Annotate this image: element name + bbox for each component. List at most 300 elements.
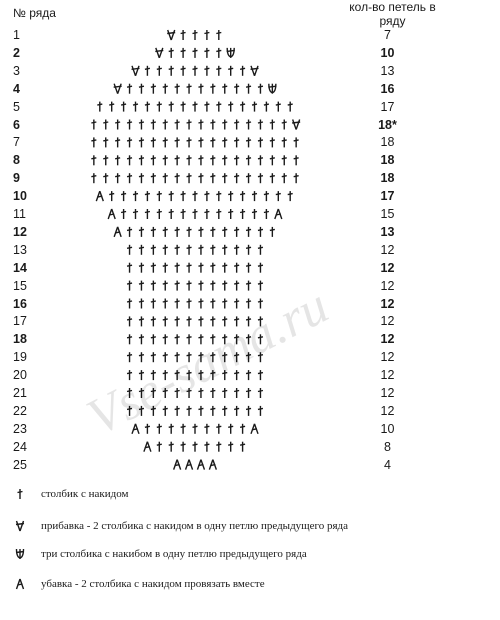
stitch-dc-icon xyxy=(222,173,227,183)
stitch-dc-icon xyxy=(294,155,299,165)
stitch-dc-icon xyxy=(139,352,144,362)
stitch-dc-icon xyxy=(222,120,227,130)
stitch-dc-icon xyxy=(246,352,251,362)
stitch-dc-icon xyxy=(264,191,269,201)
stitch-dc-icon xyxy=(270,173,275,183)
stitch-dc-icon xyxy=(121,191,126,201)
stitch-dc-icon xyxy=(240,209,245,219)
stitch-dc-icon xyxy=(187,370,192,380)
stitch-dc-icon xyxy=(115,120,120,130)
row-number: 25 xyxy=(13,457,27,472)
stitch-dc-icon xyxy=(151,316,156,326)
stitch-dc-icon xyxy=(198,299,203,309)
row-stitch-count: 12 xyxy=(380,350,395,365)
stitch-dc-icon xyxy=(246,316,251,326)
stitch-dc-icon xyxy=(103,173,108,183)
stitch-dc-icon xyxy=(145,209,150,219)
stitch-dc-icon xyxy=(163,281,168,291)
stitch-dc-icon xyxy=(187,263,192,273)
stitch-dc-icon xyxy=(163,388,168,398)
stitch-dc-icon xyxy=(258,227,263,237)
stitch-dc-icon xyxy=(222,370,227,380)
stitch-dc-icon xyxy=(151,406,156,416)
stitch-dc-icon xyxy=(210,299,215,309)
stitch-dc-icon xyxy=(204,66,209,76)
stitch-dc-icon xyxy=(240,424,245,434)
stitch-dc-icon xyxy=(139,281,144,291)
stitch-dc-icon xyxy=(222,388,227,398)
stitch-dc-icon xyxy=(210,227,215,237)
chart-row xyxy=(155,48,234,58)
stitch-dc-icon xyxy=(175,334,180,344)
row-stitch-count: 12 xyxy=(380,260,395,275)
stitch-dc-icon xyxy=(210,370,215,380)
decrease-icon xyxy=(251,424,258,434)
stitch-dc-icon xyxy=(234,120,239,130)
stitch-dc-icon xyxy=(198,120,203,130)
stitch-dc-icon xyxy=(163,352,168,362)
stitch-dc-icon xyxy=(103,137,108,147)
stitch-dc-icon xyxy=(109,102,114,112)
stitch-dc-icon xyxy=(193,30,198,40)
stitch-dc-icon xyxy=(127,299,132,309)
stitch-dc-icon xyxy=(163,120,168,130)
stitch-dc-icon xyxy=(234,155,239,165)
stitch-dc-icon xyxy=(216,442,221,452)
chart-row xyxy=(174,460,217,470)
stitch-dc-icon xyxy=(181,30,186,40)
stitch-dc-icon xyxy=(139,299,144,309)
stitch-dc-icon xyxy=(234,137,239,147)
stitch-dc-icon xyxy=(127,245,132,255)
row-stitch-count: 8 xyxy=(384,439,391,454)
stitch-dc-icon xyxy=(198,227,203,237)
decrease-icon xyxy=(108,209,115,219)
stitch-dc-icon xyxy=(258,137,263,147)
stitch-dc-icon xyxy=(198,263,203,273)
stitch-dc-icon xyxy=(151,155,156,165)
increase-3dc-icon xyxy=(227,48,235,58)
stitch-dc-icon xyxy=(151,173,156,183)
stitch-dc-icon xyxy=(246,370,251,380)
stitch-dc-icon xyxy=(163,370,168,380)
row-stitch-count: 12 xyxy=(380,368,395,383)
decrease-icon xyxy=(197,460,204,470)
stitch-dc-icon xyxy=(258,352,263,362)
row-stitch-count: 18 xyxy=(380,135,395,150)
stitch-dc-icon xyxy=(151,370,156,380)
stitch-dc-icon xyxy=(258,370,263,380)
stitch-dc-icon xyxy=(252,191,257,201)
row-stitch-count: 17 xyxy=(380,99,395,114)
stitch-dc-icon xyxy=(193,424,198,434)
decrease-icon xyxy=(174,460,181,470)
stitch-dc-icon xyxy=(193,191,198,201)
decrease-icon xyxy=(186,460,193,470)
stitch-dc-icon xyxy=(252,102,257,112)
watermark: Vse-sama.ru xyxy=(78,277,338,447)
stitch-dc-icon xyxy=(216,191,221,201)
stitch-dc-icon xyxy=(198,137,203,147)
stitch-dc-icon xyxy=(240,102,245,112)
row-stitch-count: 18* xyxy=(378,117,397,132)
stitch-dc-icon xyxy=(198,334,203,344)
stitch-dc-icon xyxy=(127,84,132,94)
stitch-dc-icon xyxy=(246,173,251,183)
row-number: 11 xyxy=(13,207,26,221)
stitch-dc-icon xyxy=(204,424,209,434)
chart-row xyxy=(91,173,298,183)
stitch-dc-icon xyxy=(222,227,227,237)
stitch-dc-icon xyxy=(234,263,239,273)
stitch-dc-icon xyxy=(222,281,227,291)
row-number: 7 xyxy=(13,135,20,150)
stitch-dc-icon xyxy=(210,406,215,416)
stitch-dc-icon xyxy=(181,191,186,201)
row-number: 22 xyxy=(13,403,27,418)
stitch-dc-icon xyxy=(187,173,192,183)
stitch-dc-icon xyxy=(222,352,227,362)
stitch-dc-icon xyxy=(198,406,203,416)
row-stitch-count: 12 xyxy=(380,296,395,311)
stitch-dc-icon xyxy=(175,84,180,94)
stitch-dc-icon xyxy=(193,209,198,219)
stitch-dc-icon xyxy=(246,334,251,344)
row-number: 24 xyxy=(13,439,27,454)
stitch-dc-icon xyxy=(175,299,180,309)
row-stitch-count: 10 xyxy=(380,45,395,60)
increase-2dc-icon xyxy=(167,30,175,40)
stitch-dc-icon xyxy=(270,227,275,237)
stitch-dc-icon xyxy=(187,388,192,398)
stitch-dc-icon xyxy=(187,120,192,130)
stitch-dc-icon xyxy=(246,137,251,147)
stitch-dc-icon xyxy=(234,352,239,362)
stitch-dc-icon xyxy=(294,137,299,147)
stitch-dc-icon xyxy=(210,263,215,273)
row-stitch-count: 18 xyxy=(380,153,395,168)
increase-2dc-icon xyxy=(12,518,28,534)
stitch-dc-icon xyxy=(145,102,150,112)
stitch-dc-icon xyxy=(234,316,239,326)
stitch-dc-icon xyxy=(91,120,96,130)
stitch-dc-icon xyxy=(91,155,96,165)
stitch-dc-icon xyxy=(187,352,192,362)
chart-row xyxy=(108,209,282,219)
header-row-number: № ряда xyxy=(13,6,56,20)
stitch-dc-icon xyxy=(270,137,275,147)
chart-row xyxy=(144,442,245,452)
stitch-dc-icon xyxy=(169,209,174,219)
stitch-dc-icon xyxy=(216,102,221,112)
chart-row xyxy=(167,30,221,40)
stitch-dc-icon xyxy=(127,352,132,362)
stitch-dc-icon xyxy=(127,316,132,326)
chart-row xyxy=(127,334,263,344)
chart-row xyxy=(96,191,292,201)
row-stitch-count: 12 xyxy=(380,332,395,347)
increase-3dc-icon xyxy=(12,546,28,562)
stitch-dc-icon xyxy=(228,191,233,201)
stitch-dc-icon xyxy=(187,84,192,94)
stitch-dc-icon xyxy=(163,173,168,183)
stitch-dc-icon xyxy=(157,209,162,219)
stitch-dc-icon xyxy=(258,299,263,309)
stitch-dc-icon xyxy=(258,263,263,273)
stitch-dc-icon xyxy=(127,227,132,237)
stitch-dc-icon xyxy=(175,263,180,273)
legend-text: три столбика с накибом в одну петлю предыдущего ряда xyxy=(41,548,307,560)
row-stitch-count: 15 xyxy=(380,207,395,221)
stitch-dc-icon xyxy=(175,388,180,398)
chart-row xyxy=(132,424,258,434)
stitch-dc-icon xyxy=(127,155,132,165)
row-stitch-count: 18 xyxy=(380,171,395,186)
stitch-dc-icon xyxy=(175,137,180,147)
stitch-dc-icon xyxy=(181,209,186,219)
stitch-dc-icon xyxy=(103,155,108,165)
stitch-dc-icon xyxy=(187,245,192,255)
stitch-dc-icon xyxy=(246,245,251,255)
row-number: 1 xyxy=(13,28,20,42)
stitch-dc-icon xyxy=(264,209,269,219)
row-stitch-count: 16 xyxy=(380,81,395,96)
row-stitch-count: 12 xyxy=(380,386,395,400)
stitch-dc-icon xyxy=(222,137,227,147)
chart-row xyxy=(127,370,263,380)
stitch-dc-icon xyxy=(181,66,186,76)
stitch-dc-icon xyxy=(151,299,156,309)
stitch-dc-icon xyxy=(210,84,215,94)
stitch-dc-icon xyxy=(228,442,233,452)
stitch-dc-icon xyxy=(145,66,150,76)
stitch-dc-icon xyxy=(139,84,144,94)
stitch-dc-icon xyxy=(169,102,174,112)
stitch-dc-icon xyxy=(169,424,174,434)
stitch-dc-icon xyxy=(169,442,174,452)
stitch-dc-icon xyxy=(175,120,180,130)
row-number: 18 xyxy=(13,332,27,347)
chart-row xyxy=(127,406,263,416)
legend-text: убавка - 2 столбика с накидом провязать вместе xyxy=(41,578,265,590)
increase-2dc-icon xyxy=(114,84,122,94)
row-stitch-count: 17 xyxy=(380,189,395,204)
stitch-dc-icon xyxy=(210,352,215,362)
stitch-dc-icon xyxy=(240,66,245,76)
stitch-dc-icon xyxy=(288,191,293,201)
chart-row xyxy=(97,102,292,112)
stitch-dc-icon xyxy=(127,388,132,398)
stitch-dc-icon xyxy=(115,137,120,147)
stitch-dc-icon xyxy=(169,191,174,201)
stitch-dc-icon xyxy=(234,370,239,380)
stitch-dc-icon xyxy=(187,227,192,237)
row-stitch-count: 4 xyxy=(384,457,391,472)
chart-row xyxy=(127,388,263,398)
stitch-dc-icon xyxy=(204,102,209,112)
stitch-dc-icon xyxy=(115,173,120,183)
stitch-dc-icon xyxy=(246,281,251,291)
increase-3dc-icon xyxy=(268,84,276,94)
increase-2dc-icon xyxy=(155,48,163,58)
stitch-dc-icon xyxy=(193,66,198,76)
row-stitch-count: 10 xyxy=(380,421,395,436)
stitch-dc-icon xyxy=(127,281,132,291)
stitch-dc-icon xyxy=(151,84,156,94)
decrease-icon xyxy=(209,460,216,470)
chart-row xyxy=(127,281,263,291)
chart-row xyxy=(127,263,263,273)
stitch-dc-icon xyxy=(157,424,162,434)
stitch-dc-icon xyxy=(139,173,144,183)
stitch-dc-icon xyxy=(234,84,239,94)
stitch-dc-icon xyxy=(210,281,215,291)
stitch-dc-icon xyxy=(12,486,28,502)
stitch-dc-icon xyxy=(222,406,227,416)
stitch-dc-icon xyxy=(127,120,132,130)
row-number: 6 xyxy=(13,117,20,132)
stitch-dc-icon xyxy=(139,388,144,398)
stitch-dc-icon xyxy=(175,173,180,183)
stitch-dc-icon xyxy=(228,66,233,76)
stitch-dc-icon xyxy=(121,209,126,219)
row-number: 9 xyxy=(13,171,20,186)
increase-2dc-icon xyxy=(251,66,259,76)
stitch-dc-icon xyxy=(181,48,186,58)
chart-row xyxy=(91,155,298,165)
row-stitch-count: 12 xyxy=(380,403,395,418)
stitch-dc-icon xyxy=(151,137,156,147)
stitch-dc-icon xyxy=(151,227,156,237)
stitch-dc-icon xyxy=(187,137,192,147)
stitch-dc-icon xyxy=(163,406,168,416)
stitch-dc-icon xyxy=(276,191,281,201)
stitch-dc-icon xyxy=(246,227,251,237)
stitch-dc-icon xyxy=(210,316,215,326)
row-stitch-count: 12 xyxy=(380,278,395,293)
stitch-dc-icon xyxy=(210,173,215,183)
stitch-dc-icon xyxy=(234,281,239,291)
row-number: 12 xyxy=(13,224,27,239)
chart-row xyxy=(114,227,275,237)
chart-row xyxy=(127,352,263,362)
stitch-dc-icon xyxy=(252,209,257,219)
legend-item xyxy=(12,486,128,502)
stitch-dc-icon xyxy=(91,173,96,183)
chart-row xyxy=(127,245,263,255)
stitch-dc-icon xyxy=(151,281,156,291)
stitch-dc-icon xyxy=(103,120,108,130)
increase-2dc-icon xyxy=(292,120,300,130)
stitch-dc-icon xyxy=(91,137,96,147)
stitch-dc-icon xyxy=(163,299,168,309)
stitch-dc-icon xyxy=(109,191,114,201)
stitch-dc-icon xyxy=(210,155,215,165)
stitch-dc-icon xyxy=(276,102,281,112)
stitch-dc-icon xyxy=(216,66,221,76)
stitch-dc-icon xyxy=(127,137,132,147)
stitch-dc-icon xyxy=(127,173,132,183)
stitch-dc-icon xyxy=(258,120,263,130)
decrease-icon xyxy=(114,227,121,237)
stitch-dc-icon xyxy=(264,102,269,112)
stitch-dc-icon xyxy=(127,334,132,344)
row-number: 19 xyxy=(13,350,27,365)
stitch-dc-icon xyxy=(246,120,251,130)
stitch-dc-icon xyxy=(210,137,215,147)
stitch-dc-icon xyxy=(222,299,227,309)
stitch-dc-icon xyxy=(133,209,138,219)
stitch-dc-icon xyxy=(246,388,251,398)
stitch-dc-icon xyxy=(282,173,287,183)
stitch-dc-icon xyxy=(222,316,227,326)
stitch-dc-icon xyxy=(139,227,144,237)
stitch-dc-icon xyxy=(175,370,180,380)
stitch-dc-icon xyxy=(151,245,156,255)
stitch-dc-icon xyxy=(198,245,203,255)
stitch-dc-icon xyxy=(139,245,144,255)
stitch-dc-icon xyxy=(246,84,251,94)
stitch-dc-icon xyxy=(157,191,162,201)
decrease-icon xyxy=(12,576,28,592)
stitch-dc-icon xyxy=(175,281,180,291)
stitch-dc-icon xyxy=(222,245,227,255)
row-number: 23 xyxy=(13,421,27,436)
stitch-dc-icon xyxy=(228,424,233,434)
row-number: 10 xyxy=(13,189,27,204)
stitch-dc-icon xyxy=(246,155,251,165)
stitch-dc-icon xyxy=(198,155,203,165)
stitch-dc-icon xyxy=(157,102,162,112)
stitch-dc-icon xyxy=(228,209,233,219)
row-number: 17 xyxy=(13,314,27,329)
stitch-dc-icon xyxy=(139,370,144,380)
stitch-dc-icon xyxy=(133,102,138,112)
stitch-dc-icon xyxy=(163,245,168,255)
stitch-dc-icon xyxy=(204,30,209,40)
stitch-dc-icon xyxy=(270,155,275,165)
stitch-dc-icon xyxy=(139,155,144,165)
row-number: 13 xyxy=(13,242,27,257)
stitch-dc-icon xyxy=(258,84,263,94)
stitch-dc-icon xyxy=(222,155,227,165)
stitch-dc-icon xyxy=(216,48,221,58)
row-number: 20 xyxy=(13,368,27,383)
stitch-dc-icon xyxy=(175,316,180,326)
stitch-dc-icon xyxy=(139,316,144,326)
stitch-dc-icon xyxy=(246,406,251,416)
row-number: 5 xyxy=(13,99,20,114)
stitch-dc-icon xyxy=(187,316,192,326)
increase-2dc-icon xyxy=(132,66,140,76)
stitch-dc-icon xyxy=(139,263,144,273)
stitch-dc-icon xyxy=(198,316,203,326)
stitch-dc-icon xyxy=(216,30,221,40)
row-number: 2 xyxy=(13,45,20,60)
stitch-dc-icon xyxy=(204,48,209,58)
stitch-dc-icon xyxy=(145,191,150,201)
stitch-dc-icon xyxy=(151,263,156,273)
row-number: 8 xyxy=(13,153,20,168)
stitch-dc-icon xyxy=(216,424,221,434)
stitch-dc-icon xyxy=(175,245,180,255)
row-stitch-count: 13 xyxy=(380,63,395,78)
stitch-dc-icon xyxy=(175,227,180,237)
header-stitch-count: кол-во петель в ряду xyxy=(349,0,436,28)
stitch-dc-icon xyxy=(240,442,245,452)
chart-row xyxy=(114,84,277,94)
stitch-dc-icon xyxy=(204,442,209,452)
